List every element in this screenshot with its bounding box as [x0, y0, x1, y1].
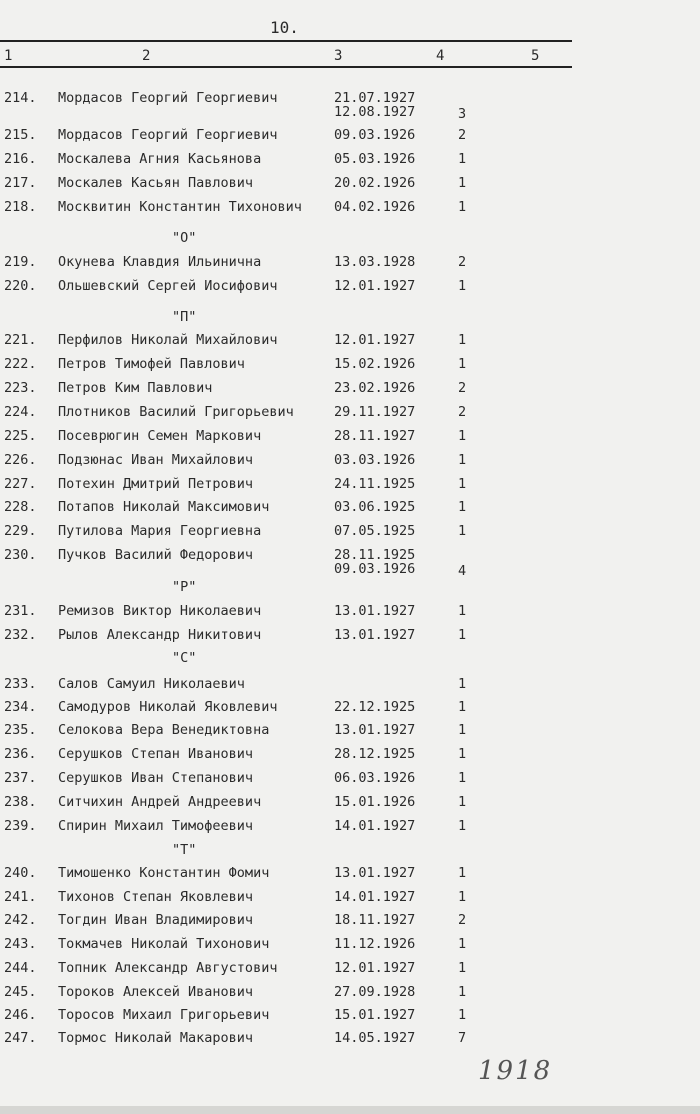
- row-date: 13.01.1927: [334, 722, 416, 738]
- row-count: 1: [458, 1007, 467, 1023]
- row-number: 232.: [4, 627, 37, 643]
- row-count: 1: [458, 199, 467, 215]
- row-date: 28.12.1925: [334, 746, 416, 762]
- row-date: 22.12.1925: [334, 699, 416, 715]
- column-header-2: 2: [142, 48, 151, 64]
- person-name: Мордасов Георгий Георгиевич: [58, 90, 278, 106]
- person-name: Салов Самуил Николаевич: [58, 676, 245, 692]
- table-row: [0, 627, 700, 649]
- row-date: 29.11.1927: [334, 404, 416, 420]
- table-row: [0, 332, 700, 354]
- row-count: 1: [458, 699, 467, 715]
- row-date: 15.02.1926: [334, 356, 416, 372]
- table-row: [0, 127, 700, 149]
- table-row: [0, 746, 700, 768]
- row-count: 1: [458, 818, 467, 834]
- row-count: 1: [458, 476, 467, 492]
- row-date: 15.01.1926: [334, 794, 416, 810]
- person-name: Посеврюгин Семен Маркович: [58, 428, 262, 444]
- row-number: 217.: [4, 175, 37, 191]
- column-header-4: 4: [436, 48, 445, 64]
- table-row: [0, 254, 700, 276]
- row-count: 3: [458, 106, 467, 122]
- row-date: 09.03.1926: [334, 127, 416, 143]
- row-count: 1: [458, 865, 467, 881]
- row-date: 07.05.1925: [334, 523, 416, 539]
- table-row: [0, 770, 700, 792]
- row-date: 20.02.1926: [334, 175, 416, 191]
- table-row: [0, 151, 700, 173]
- table-row: [0, 356, 700, 378]
- person-name: Пучков Василий Федорович: [58, 547, 254, 563]
- person-name: Серушков Иван Степанович: [58, 770, 254, 786]
- row-count: 1: [458, 499, 467, 515]
- row-number: 220.: [4, 278, 37, 294]
- section-letter-o: "О": [172, 230, 197, 246]
- table-row: [0, 476, 700, 498]
- person-name: Петров Тимофей Павлович: [58, 356, 245, 372]
- row-date: 28.11.1927: [334, 428, 416, 444]
- row-number: 219.: [4, 254, 37, 270]
- table-row: [0, 984, 700, 1006]
- header-top-rule: [0, 40, 572, 42]
- table-row: [0, 818, 700, 840]
- table-row: [0, 699, 700, 721]
- row-number: 228.: [4, 499, 37, 515]
- row-count: 2: [458, 404, 467, 420]
- row-count: 1: [458, 332, 467, 348]
- row-number: 247.: [4, 1030, 37, 1046]
- person-name: Ситчихин Андрей Андреевич: [58, 794, 262, 810]
- row-date: 03.03.1926: [334, 452, 416, 468]
- row-count: 1: [458, 627, 467, 643]
- row-number: 216.: [4, 151, 37, 167]
- page-number: 10.: [270, 18, 299, 37]
- row-count: 1: [458, 746, 467, 762]
- row-date: 13.01.1927: [334, 627, 416, 643]
- section-letter-t: "Т": [172, 842, 197, 858]
- table-row: [0, 199, 700, 221]
- row-count: 1: [458, 794, 467, 810]
- person-name: Москалева Агния Касьянова: [58, 151, 262, 167]
- person-name: Тогдин Иван Владимирович: [58, 912, 254, 928]
- row-number: 222.: [4, 356, 37, 372]
- row-number: 239.: [4, 818, 37, 834]
- table-row: [0, 278, 700, 300]
- person-name: Токмачев Николай Тихонович: [58, 936, 270, 952]
- person-name: Окунева Клавдия Ильинична: [58, 254, 262, 270]
- column-header-3: 3: [334, 48, 343, 64]
- row-date: 13.03.1928: [334, 254, 416, 270]
- table-row: [0, 404, 700, 426]
- person-name: Топник Александр Августович: [58, 960, 278, 976]
- table-row: [0, 960, 700, 982]
- person-name: Ремизов Виктор Николаевич: [58, 603, 262, 619]
- row-count: 1: [458, 356, 467, 372]
- table-row: [0, 794, 700, 816]
- row-date: 06.03.1926: [334, 770, 416, 786]
- row-count: 1: [458, 452, 467, 468]
- row-date: 12.01.1927: [334, 278, 416, 294]
- row-date: 23.02.1926: [334, 380, 416, 396]
- row-number: 233.: [4, 676, 37, 692]
- table-row: [0, 722, 700, 744]
- row-date: 03.06.1925: [334, 499, 416, 515]
- person-name: Перфилов Николай Михайлович: [58, 332, 278, 348]
- row-number: 245.: [4, 984, 37, 1000]
- person-name: Путилова Мария Георгиевна: [58, 523, 262, 539]
- row-count: 1: [458, 984, 467, 1000]
- row-count: 1: [458, 428, 467, 444]
- person-name: Петров Ким Павлович: [58, 380, 213, 396]
- table-row: [0, 603, 700, 625]
- row-count: 1: [458, 151, 467, 167]
- row-number: 224.: [4, 404, 37, 420]
- row-count: 1: [458, 676, 467, 692]
- handwritten-number: 1918: [478, 1056, 553, 1086]
- row-number: 225.: [4, 428, 37, 444]
- column-header-5: 5: [531, 48, 540, 64]
- row-count: 2: [458, 254, 467, 270]
- header-bottom-rule: [0, 66, 572, 68]
- row-number: 234.: [4, 699, 37, 715]
- scan-bottom-edge: [0, 1106, 700, 1114]
- table-row: [0, 90, 700, 122]
- row-count: 1: [458, 603, 467, 619]
- row-number: 242.: [4, 912, 37, 928]
- row-count: 2: [458, 912, 467, 928]
- row-count: 4: [458, 563, 467, 579]
- row-number: 227.: [4, 476, 37, 492]
- section-letter-r: "Р": [172, 579, 197, 595]
- table-row: [0, 1030, 700, 1052]
- row-number: 231.: [4, 603, 37, 619]
- row-count: 1: [458, 770, 467, 786]
- row-count: 7: [458, 1030, 467, 1046]
- person-name: Ольшевский Сергей Иосифович: [58, 278, 278, 294]
- row-number: 230.: [4, 547, 37, 563]
- row-number: 236.: [4, 746, 37, 762]
- row-date: 14.05.1927: [334, 1030, 416, 1046]
- row-date: 05.03.1926: [334, 151, 416, 167]
- row-number: 221.: [4, 332, 37, 348]
- row-date: 12.01.1927: [334, 332, 416, 348]
- row-count: 1: [458, 278, 467, 294]
- row-number: 238.: [4, 794, 37, 810]
- person-name: Москалев Касьян Павлович: [58, 175, 254, 191]
- row-number: 244.: [4, 960, 37, 976]
- row-date: 13.01.1927: [334, 603, 416, 619]
- row-count: 1: [458, 960, 467, 976]
- table-row: [0, 865, 700, 887]
- row-date: 13.01.1927: [334, 865, 416, 881]
- person-name: Самодуров Николай Яковлевич: [58, 699, 278, 715]
- table-row: [0, 547, 700, 579]
- row-number: 240.: [4, 865, 37, 881]
- row-date: 24.11.1925: [334, 476, 416, 492]
- person-name: Торосов Михаил Григорьевич: [58, 1007, 270, 1023]
- row-date-second: 12.08.1927: [334, 104, 416, 120]
- table-row: [0, 428, 700, 450]
- table-row: [0, 676, 700, 698]
- column-header-1: 1: [4, 48, 13, 64]
- table-row: [0, 452, 700, 474]
- row-date: 14.01.1927: [334, 818, 416, 834]
- row-number: 235.: [4, 722, 37, 738]
- row-count: 1: [458, 722, 467, 738]
- row-number: 229.: [4, 523, 37, 539]
- table-row: [0, 380, 700, 402]
- person-name: Спирин Михаил Тимофеевич: [58, 818, 254, 834]
- row-number: 218.: [4, 199, 37, 215]
- table-row: [0, 175, 700, 197]
- row-date: 12.01.1927: [334, 960, 416, 976]
- row-count: 2: [458, 380, 467, 396]
- row-number: 241.: [4, 889, 37, 905]
- person-name: Потехин Дмитрий Петрович: [58, 476, 254, 492]
- section-letter-p: "П": [172, 309, 197, 325]
- row-date: 11.12.1926: [334, 936, 416, 952]
- table-row: [0, 936, 700, 958]
- row-count: 2: [458, 127, 467, 143]
- row-number: 223.: [4, 380, 37, 396]
- row-date: 27.09.1928: [334, 984, 416, 1000]
- person-name: Мордасов Георгий Георгиевич: [58, 127, 278, 143]
- table-row: [0, 889, 700, 911]
- person-name: Потапов Николай Максимович: [58, 499, 270, 515]
- row-number: 215.: [4, 127, 37, 143]
- row-date: 04.02.1926: [334, 199, 416, 215]
- row-count: 1: [458, 936, 467, 952]
- person-name: Тимошенко Константин Фомич: [58, 865, 270, 881]
- row-number: 246.: [4, 1007, 37, 1023]
- row-date: 15.01.1927: [334, 1007, 416, 1023]
- row-number: 243.: [4, 936, 37, 952]
- section-letter-s: "С": [172, 650, 197, 666]
- table-row: [0, 523, 700, 545]
- row-number: 237.: [4, 770, 37, 786]
- table-row: [0, 499, 700, 521]
- person-name: Тороков Алексей Иванович: [58, 984, 254, 1000]
- person-name: Москвитин Константин Тихонович: [58, 199, 302, 215]
- table-row: [0, 912, 700, 934]
- row-date: 14.01.1927: [334, 889, 416, 905]
- row-date-second: 09.03.1926: [334, 561, 416, 577]
- row-number: 214.: [4, 90, 37, 106]
- row-count: 1: [458, 889, 467, 905]
- person-name: Селокова Вера Венедиктовна: [58, 722, 270, 738]
- person-name: Тормос Николай Макарович: [58, 1030, 254, 1046]
- row-date: 21.07.1927: [334, 90, 416, 106]
- table-row: [0, 1007, 700, 1029]
- row-date: 28.11.1925: [334, 547, 416, 563]
- row-number: 226.: [4, 452, 37, 468]
- person-name: Тихонов Степан Яковлевич: [58, 889, 254, 905]
- row-date: 18.11.1927: [334, 912, 416, 928]
- person-name: Рылов Александр Никитович: [58, 627, 262, 643]
- person-name: Подзюнас Иван Михайлович: [58, 452, 254, 468]
- row-count: 1: [458, 175, 467, 191]
- person-name: Серушков Степан Иванович: [58, 746, 254, 762]
- row-count: 1: [458, 523, 467, 539]
- person-name: Плотников Василий Григорьевич: [58, 404, 294, 420]
